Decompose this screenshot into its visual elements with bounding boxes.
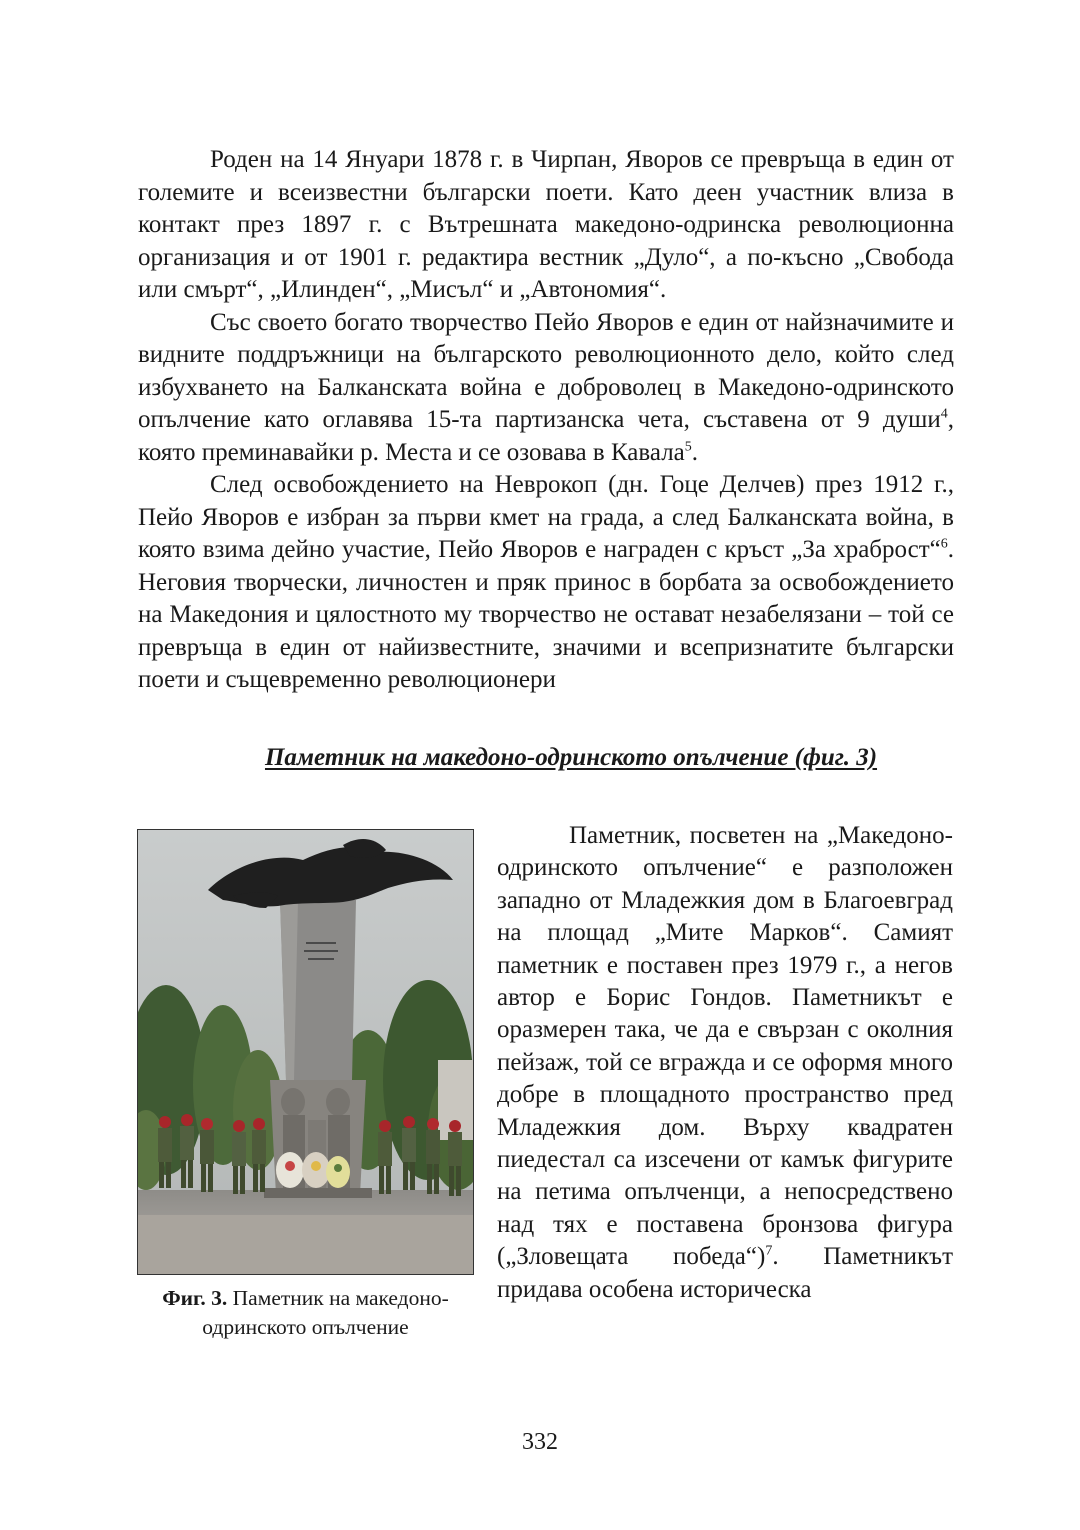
paragraph-1-text: Роден на 14 Януари 1878 г. в Чирпан, Яворов се превръща в един от големите и всеизвестни български поети. Като деен участник влиза в контакт през 1897 г. с Вътрешната македоно-одринска революционна организация и от 1901 г. редактира вестник „Дуло“, а по-късно „Свобода или смърт“, „Илинден“, „Мисъл“ и „Автономия“. [138,146,954,303]
monument-photo-illustration [138,830,473,1274]
side-paragraph [497,820,953,1306]
footnote-ref-5[interactable]: 5 [684,439,692,455]
monument-photo [137,829,474,1275]
wreaths [276,1152,350,1188]
figure-caption-label: Фиг. 3. [162,1286,228,1310]
paragraph-3-text-cont: . Неговия творчески, личностен и пряк принос в борбата за освобождението на Македония и цялостното му творчество не остават незабелязани – той се превръща в един от найизвестните, значими и всепризнатите български поети и същевременно революционери [138,536,954,693]
paragraph-2-text-cont: , която преминавайки р. Места и се озовава в Кавала [138,406,954,466]
figure-caption-text: Паметник на македоно-одринското опълчение [202,1286,449,1339]
paragraph-3 [138,469,954,697]
paragraph-3-text: След освобождението на Неврокоп (дн. Гоце Делчев) през 1912 г., Пейо Яворов е избран за първи кмет на града, а след Балканската война, в която взима дейно участие, Пейо Яворов е награден с кръст „За храброст“ [138,471,954,563]
paragraph-2 [138,307,954,470]
footnote-ref-7[interactable]: 7 [765,1243,773,1259]
body-text [138,144,954,697]
footnote-ref-6[interactable]: 6 [940,536,948,552]
paragraph-2-text: Със своето богато творчество Пейо Яворов е един от найзначимите и видните поддръжници на българското революционното дело, който след избухването на Балканската война е доброволец в Македоно-одринското опълчение като оглавява 15-та партизанска чета, съставена от 9 души [138,308,954,433]
page-number: 332 [522,1429,558,1455]
figure-caption [137,1284,474,1342]
side-text-block [497,820,953,1306]
paragraph-1 [138,144,954,307]
footnote-ref-4[interactable]: 4 [940,406,948,422]
section-heading: Паметник на македоно-одринското опълчение (фиг. 3) [264,744,878,771]
paragraph-2-text-end: . [691,438,699,466]
side-paragraph-text: Паметник, посветен на „Македоно-одринското опълчение“ е разположен западно от Младежкия дом в Благоевград на площад „Мите Марков“. Самият паметник е поставен през 1979 г., а негов автор е Борис Гондов. Паметникът е оразмерен така, че да е свързан с околния пейзаж, той се вгражда и се оформя много добре в площадното пространство пред Младежкия дом. Върху квадратен пиедестал са изсечени от камък фигурите на петима опълченци, а непосредствено над тях е поставена бронзова фигура („Зловещата победа“) [497,822,953,1271]
side-paragraph-text-end: . Паметникът придава особена историческа [497,1243,953,1303]
